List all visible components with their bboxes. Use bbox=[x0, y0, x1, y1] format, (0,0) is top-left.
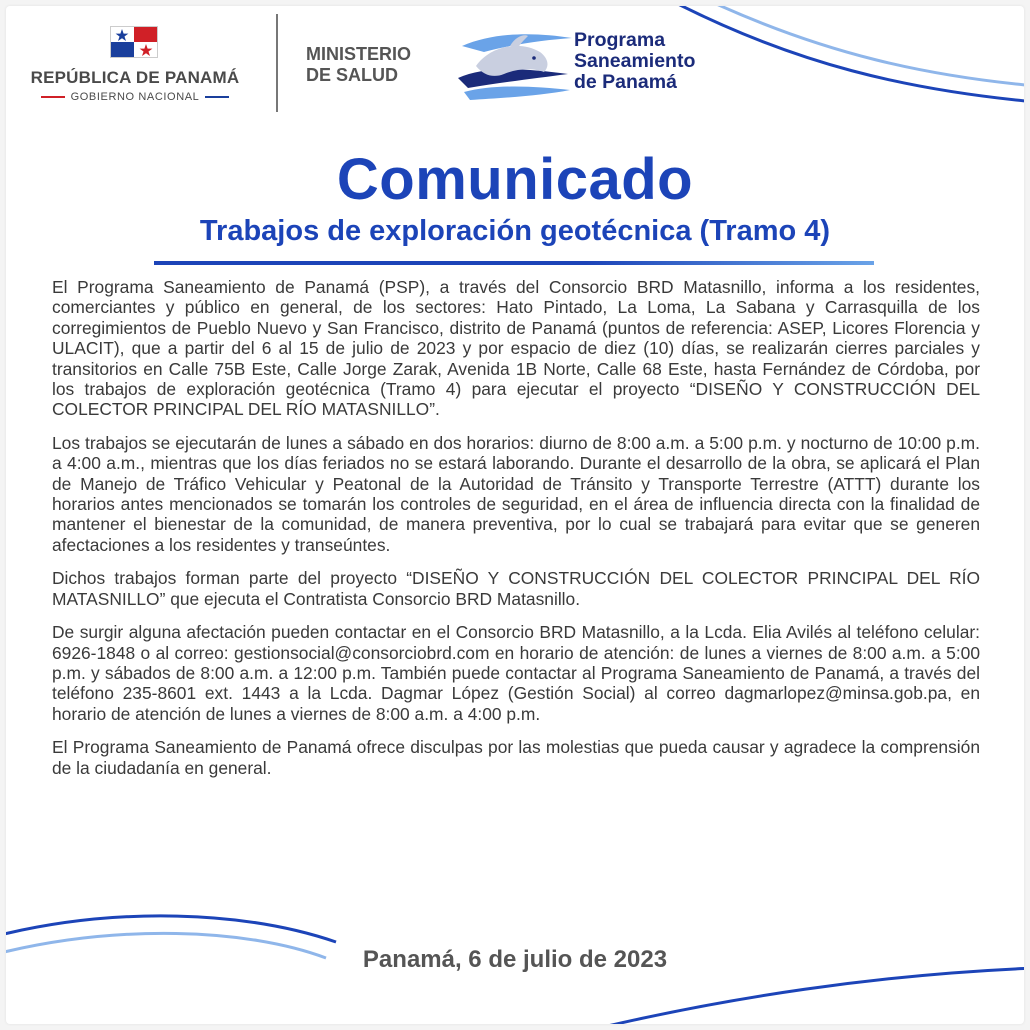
title-underline bbox=[154, 261, 874, 265]
republica-label: REPÚBLICA DE PANAMÁ bbox=[30, 68, 240, 87]
paragraph-4: De surgir alguna afectación pueden contactar en el Consorcio BRD Matasnillo, a la Lcda. Elia Avilés al teléfono celular: 6926-1848 o al correo: gestionsocial@consorciobrd.com en horario de atención: de lunes a viernes de 8:00 a.m. a 5:00 p.m. y sábados de 8:00 a.m. a 12:00 p.m. También puede contactar al Programa Saneamiento de Panamá, a través del teléfono 235-8601 ext. 1443 a la Lcda. Dagmar López (Gestión Social) al correo dagmarlopez@minsa.gob.pa, en horario de atención de lunes a viernes de 8:00 a.m. a 4:00 p.m. bbox=[52, 622, 980, 724]
paragraph-3: Dichos trabajos forman parte del proyecto “DISEÑO Y CONSTRUCCIÓN DEL COLECTOR PRINCIPAL DEL RÍO MATASNILLO” que ejecuta el Contratista Consorcio BRD Matasnillo. bbox=[52, 568, 980, 609]
psp-line-1: Programa bbox=[574, 29, 666, 51]
paragraph-5: El Programa Saneamiento de Panamá ofrece disculpas por las molestias que pueda causar y agradece la comprensión de la ciudadanía en general. bbox=[52, 737, 980, 778]
ministerio-label bbox=[306, 44, 411, 86]
header-divider bbox=[276, 14, 278, 112]
psp-wordmark bbox=[574, 30, 695, 93]
gobierno-label: GOBIERNO NACIONAL bbox=[70, 91, 200, 103]
psp-line-3: de Panamá bbox=[574, 71, 677, 93]
page-subtitle: Trabajos de exploración geotécnica (Tramo 4) bbox=[199, 215, 831, 247]
communique-card bbox=[6, 6, 1024, 1024]
panama-flag-icon bbox=[110, 26, 158, 58]
paragraph-1: El Programa Saneamiento de Panamá (PSP), a través del Consorcio BRD Matasnillo, informa a los residentes, comerciantes y público en general, de los sectores: Hato Pintado, La Loma, La Sabana y Carrasquilla de los corregimientos de Pueblo Nuevo y San Francisco, distrito de Panamá (puntos de referencia: ASEP, Licores Florencia y ULACIT), que a partir del 6 al 15 de julio de 2023 y por espacio de diez (10) días, se realizarán cierres parciales y transitorios en Calle 75B Este, Calle Jorge Zarak, Avenida 1B Norte, Calle 68 Este, hasta Fernández de Córdoba, por los trabajos de exploración geotécnica (Tramo 4) para ejecutar el proyecto “DISEÑO Y CONSTRUCCIÓN DEL COLECTOR PRINCIPAL DEL RÍO MATASNILLO”. bbox=[52, 277, 980, 420]
page-title: Comunicado bbox=[336, 147, 694, 212]
gobierno-row bbox=[18, 91, 252, 103]
ministerio-line-1: MINISTERIO bbox=[306, 44, 412, 64]
red-rule bbox=[41, 96, 65, 98]
date-line: Panamá, 6 de julio de 2023 bbox=[362, 946, 668, 973]
ministerio-line-2: DE SALUD bbox=[306, 65, 399, 85]
paragraph-2: Los trabajos se ejecutarán de lunes a sábado en dos horarios: diurno de 8:00 a.m. a 5:00 p.m. y nocturno de 10:00 p.m. a 4:00 a.m., mientras que los días feriados no se estará laborando. Durante el desarrollo de la obra, se aplicará el Plan de Manejo de Tráfico Vehicular y Peatonal de la Autoridad de Tránsito y Transporte Terrestre (ATTT) durante los horarios antes mencionados se tomarán los controles de seguridad, en el área de influencia directa con la finalidad de mantener el bienestar de la comunidad, de manera preventiva, por lo cual se trabajará para evitar que se generen afectaciones a los residentes y transeúntes. bbox=[52, 432, 980, 555]
blue-rule bbox=[205, 96, 229, 98]
psp-line-2: Saneamiento bbox=[574, 50, 696, 72]
communique-body bbox=[52, 277, 980, 791]
dolphin-logo-icon bbox=[454, 28, 574, 104]
